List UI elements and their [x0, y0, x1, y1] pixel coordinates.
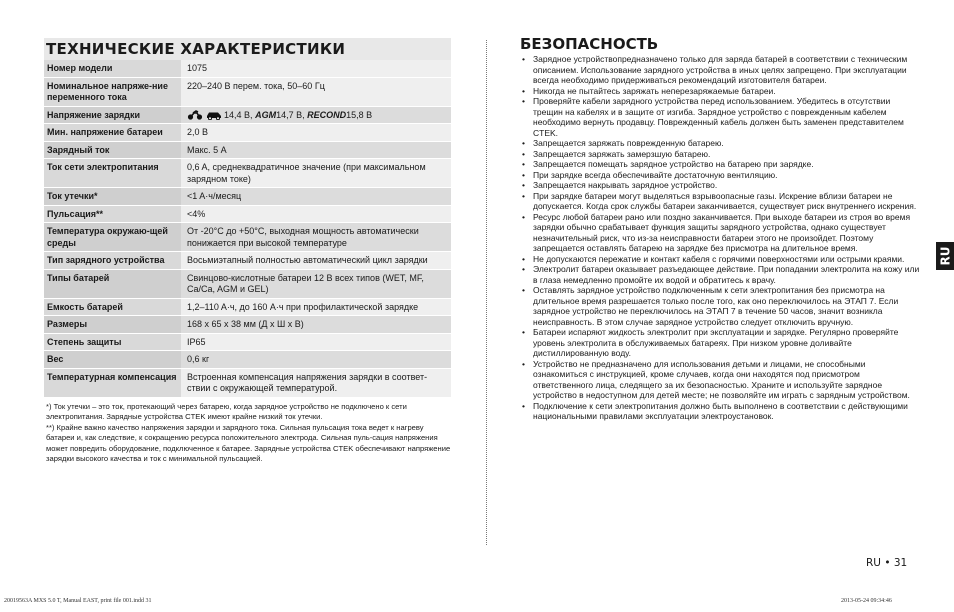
spec-key: Номер модели	[44, 60, 181, 77]
spec-key: Емкость батарей	[44, 298, 181, 316]
spec-key: Ток утечки*	[44, 188, 181, 206]
list-item: • Запрещается заряжать поврежденную батарею.	[520, 138, 920, 149]
spec-key: Размеры	[44, 316, 181, 334]
table-row	[44, 223, 451, 252]
spec-value: От -20°C до +50°C, выходная мощность автоматически понижается при высокой температуре	[181, 223, 451, 252]
spec-key: Тип зарядного устройства	[44, 252, 181, 270]
list-item: • Запрещается помещать зарядное устройство на батарею при зарядке.	[520, 159, 920, 170]
spec-value: <1 A·ч/месяц	[181, 188, 451, 206]
recond-icon-label: RECOND	[307, 109, 347, 120]
table-row	[44, 269, 451, 298]
list-item: • При зарядке батареи могут выделяться взрывоопасные газы. Искрение вблизи батареи не допускается. Когда срок службы батареи заканчивается, существует риск внутреннего искрения.	[520, 191, 920, 212]
spec-key: Ток сети электропитания	[44, 159, 181, 188]
spec-value: IP65	[181, 333, 451, 351]
list-item: • Проверяйте кабели зарядного устройства перед использованием. Убедитесь в отсутствии трещин на кабелях и в защите от изгиба. Зарядное устройство с поврежденным кабелем необходимо вернуть продавцу. Поврежденный кабель должен быть заменен представителем CTEK.	[520, 96, 920, 138]
spec-key: Зарядный ток	[44, 141, 181, 159]
table-row	[44, 188, 451, 206]
language-tab	[936, 242, 954, 270]
spec-key: Типы батарей	[44, 269, 181, 298]
list-item: • Электролит батареи оказывает разъедающее действие. При попадании электролита на кожу или в глаза немедленно промойте их водой и обратитесь к врачу.	[520, 264, 920, 285]
voltage-agm: 14,7 В,	[276, 109, 305, 120]
spec-value: Восьмиэтапный полностью автоматический цикл зарядки	[181, 252, 451, 270]
tech-specs-title: ТЕХНИЧЕСКИЕ ХАРАКТЕРИСТИКИ	[44, 38, 451, 60]
language-tab-label: RU	[938, 246, 953, 266]
table-row	[44, 77, 451, 106]
safety-section	[520, 36, 920, 422]
table-row	[44, 316, 451, 334]
table-row	[44, 106, 451, 124]
spec-value: Свинцово-кислотные батареи 12 В всех типов (WET, MF, Ca/Ca, AGM и GEL)	[181, 269, 451, 298]
car-icon	[206, 110, 222, 120]
list-item: • Запрещается заряжать замерзшую батарею.	[520, 149, 920, 160]
voltage-normal: 14,4 В,	[224, 109, 253, 120]
list-item: • Запрещается накрывать зарядное устройство.	[520, 180, 920, 191]
spec-key: Вес	[44, 351, 181, 369]
footnotes	[44, 402, 451, 466]
list-item: • Не допускаются пережатие и контакт кабеля с горячими поверхностями или острыми краями.	[520, 254, 920, 265]
list-item: • При зарядке всегда обеспечивайте достаточную вентиляцию.	[520, 170, 920, 181]
table-row	[44, 205, 451, 223]
spec-value: 1075	[181, 60, 451, 77]
table-row	[44, 368, 451, 397]
spec-key: Напряжение зарядки	[44, 106, 181, 124]
spec-value: 1,2–110 A·ч, до 160 A·ч при профилактической зарядке	[181, 298, 451, 316]
page-number: RU • 31	[866, 557, 908, 569]
spec-key: Мин. напряжение батареи	[44, 124, 181, 142]
spec-value: 0,6 кг	[181, 351, 451, 369]
spec-key: Пульсация**	[44, 205, 181, 223]
spec-key: Степень защиты	[44, 333, 181, 351]
column-divider	[486, 40, 487, 545]
spec-value: <4%	[181, 205, 451, 223]
spec-value: Встроенная компенсация напряжения зарядки в соответ-ствии с окружающей температурой.	[181, 368, 451, 397]
table-row	[44, 159, 451, 188]
spec-value: 220–240 В перем. тока, 50–60 Гц	[181, 77, 451, 106]
footnote-ripple: **) Крайне важно качество напряжения зарядки и зарядного тока. Сильная пульсация тока ведет к нагреву батареи и, как следствие, к сокращению ресурса положительного электрода. Сильная пуль-сация напряжения может повредить оборудование, подключенное к батарее. Зарядные устройства CTEK обеспечивают напряжение зарядки высокого качества и ток с минимальной пульсацией.	[46, 422, 451, 464]
table-row	[44, 141, 451, 159]
table-row	[44, 298, 451, 316]
table-row	[44, 252, 451, 270]
table-row	[44, 60, 451, 77]
tech-specs-table	[44, 60, 451, 398]
table-row	[44, 124, 451, 142]
list-item: • Оставлять зарядное устройство подключенным к сети электропитания без присмотра на длительное время разрешается только после того, как оно переключилось на ЭТАП 7. Если зарядное устройство не переключилось на ЭТАП 7 в течение 50 часов, значит возникла неисправность. В этом случае зарядное устройство следует отключить вручную.	[520, 285, 920, 327]
spec-key: Температурная компенсация	[44, 368, 181, 397]
spec-value: 168 x 65 x 38 мм (Д x Ш x В)	[181, 316, 451, 334]
spec-value: 0,6 A, среднеквадратичное значение (при максимальном зарядном токе)	[181, 159, 451, 188]
tech-specs-section	[44, 38, 451, 465]
motorcycle-icon	[187, 110, 203, 120]
safety-list	[520, 54, 920, 422]
table-row	[44, 351, 451, 369]
spec-key: Номинальное напряже-ние переменного тока	[44, 77, 181, 106]
spec-value: Макс. 5 A	[181, 141, 451, 159]
list-item: • Зарядное устройствопредназначено только для заряда батарей в соответствии с техническим описанием. Использование зарядного устройства в иных целях запрещено. При эксплуатации всегда необходимо придерживаться рекомендаций изготовителя батареи.	[520, 54, 920, 86]
list-item: • Подключение к сети электропитания должно быть выполнено в соответствии с действующими национальными правилами эксплуатации электроустановок.	[520, 401, 920, 422]
print-slug-date: 2013-05-24 09:34:46	[841, 598, 892, 604]
list-item: • Ресурс любой батареи рано или поздно заканчивается. При выходе батареи из строя во время зарядки обычно срабатывает функция защиты зарядного устройства, однако существует незначительный риск, что из-за неисправности батареи этого не произойдет. Поэтому запрещается оставлять батарею на зарядке без присмотра на длительное время.	[520, 212, 920, 254]
voltage-recond: 15,8 В	[346, 109, 373, 120]
charge-voltage-value	[181, 106, 451, 124]
spec-key: Температура окружаю-щей среды	[44, 223, 181, 252]
agm-icon-label: AGM	[255, 109, 277, 120]
safety-title: БЕЗОПАСНОСТЬ	[520, 35, 659, 53]
footnote-leakage: *) Ток утечки – это ток, протекающий через батарею, когда зарядное устройство не подключено к сети электропитания. Зарядные устройства CTEK имеют крайне низкий ток утечки.	[46, 401, 407, 422]
table-row	[44, 333, 451, 351]
list-item: • Устройство не предназначено для использования детьми и лицами, не способными ознакомиться с инструкцией, кроме случаев, когда они находятся под присмотром ответственного лица, следящего за их безопасностью. Храните и используйте зарядное устройство в недоступном для детей месте; не позволяйте им играть с зарядным устройством.	[520, 359, 920, 401]
list-item: • Батареи испаряют жидкость электролит при эксплуатации и зарядке. Регулярно проверяйте уровень электролита в обслуживаемых батареях. При низком уровне доливайте дистиллированную воду.	[520, 327, 920, 359]
spec-value: 2,0 В	[181, 124, 451, 142]
print-slug-file: 20019563A MXS 5.0 T, Manual EAST, print file 001.indd 31	[4, 598, 152, 604]
list-item: • Никогда не пытайтесь заряжать неперезаряжаемые батареи.	[520, 86, 920, 97]
